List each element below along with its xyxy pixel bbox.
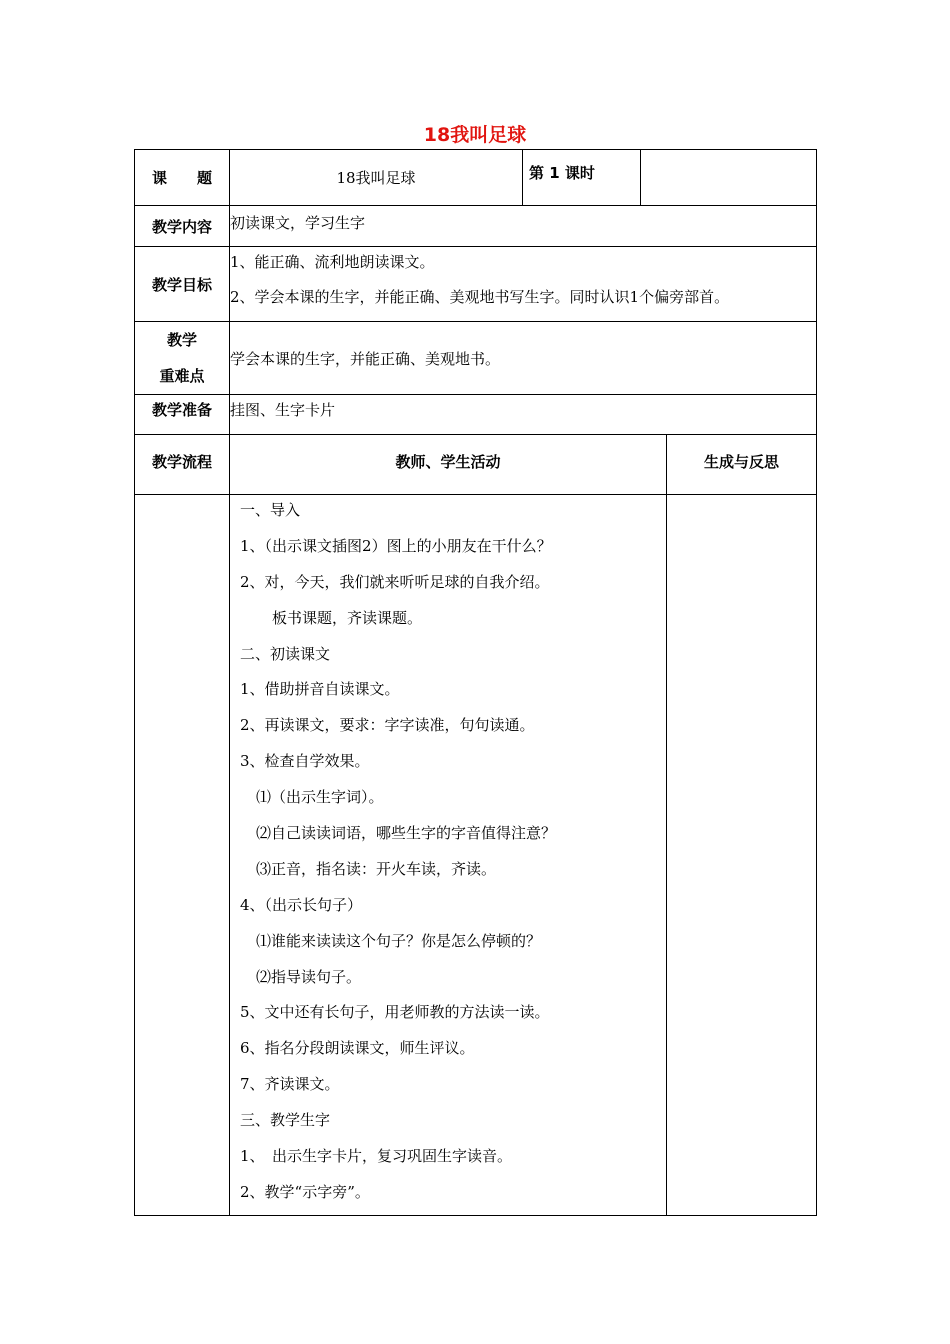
process-cell	[230, 495, 667, 1216]
prep-value: 挂图、生字卡片	[230, 395, 817, 435]
document-title: 18我叫足球	[423, 124, 527, 146]
goal-item: 1、能正确、流利地朗读课文。	[230, 253, 435, 271]
goals-label: 教学目标	[135, 247, 230, 322]
reflection-empty-cell	[667, 495, 817, 1216]
process-line: ⑵指导读句子。	[256, 967, 362, 986]
process-line: 一、导入	[240, 501, 301, 519]
process-line: 2、对，今天，我们就来听听足球的自我介绍。	[240, 572, 550, 591]
reflection-label: 生成与反思	[667, 435, 817, 495]
flow-empty-cell	[135, 495, 230, 1216]
process-line: 三、教学生字	[240, 1111, 331, 1130]
process-line: ⑴谁能来读读这个句子？你是怎么停顿的？	[256, 931, 542, 950]
process-line: 5、文中还有长句子，用老师教的方法读一读。	[240, 1003, 550, 1022]
key-points-label	[135, 322, 230, 395]
prep-label: 教学准备	[135, 395, 230, 435]
process-line: ⑶正音，指名读：开火车读，齐读。	[256, 859, 497, 878]
process-line: 1、（出示课文插图2）图上的小朋友在干什么？	[240, 536, 552, 555]
content-label: 教学内容	[135, 206, 230, 247]
key-label-line-2: 重难点	[159, 367, 205, 385]
period-label: 第 1 课时	[523, 150, 641, 206]
lesson-plan-table	[134, 149, 817, 1216]
period-value	[641, 150, 817, 206]
process-line: ⑵自己读读词语，哪些生字的字音值得注意？	[256, 824, 557, 843]
process-line: 3、检查自学效果。	[240, 752, 370, 771]
key-points-value: 学会本课的生字，并能正确、美观地书。	[230, 322, 817, 395]
process-line: 1、借助拼音自读课文。	[240, 680, 400, 699]
flow-label: 教学流程	[135, 435, 230, 495]
process-line: 板书课题，齐读课题。	[272, 608, 423, 627]
key-label-line-1: 教学	[166, 331, 197, 349]
goal-item: 2、学会本课的生字，并能正确、美观地书写生字。同时认识1个偏旁部首。	[230, 288, 730, 306]
content-value: 初读课文，学习生字	[230, 206, 817, 247]
process-line: 2、再读课文，要求：字字读准，句句读通。	[240, 716, 535, 735]
process-line: 4、（出示长句子）	[240, 895, 363, 914]
topic-value: 18我叫足球	[230, 150, 523, 206]
process-line: 二、初读课文	[240, 644, 331, 663]
topic-label: 课 题	[135, 150, 230, 206]
process-line: ⑴（出示生字词）。	[256, 788, 384, 807]
goals-cell	[230, 247, 817, 322]
activity-label: 教师、学生活动	[230, 435, 667, 495]
process-line: 6、指名分段朗读课文，师生评议。	[240, 1039, 475, 1058]
process-line: 7、齐读课文。	[240, 1075, 340, 1094]
process-line: 1、 出示生字卡片，复习巩固生字读音。	[240, 1147, 513, 1166]
process-line: 2、教学“示字旁”。	[240, 1182, 370, 1201]
